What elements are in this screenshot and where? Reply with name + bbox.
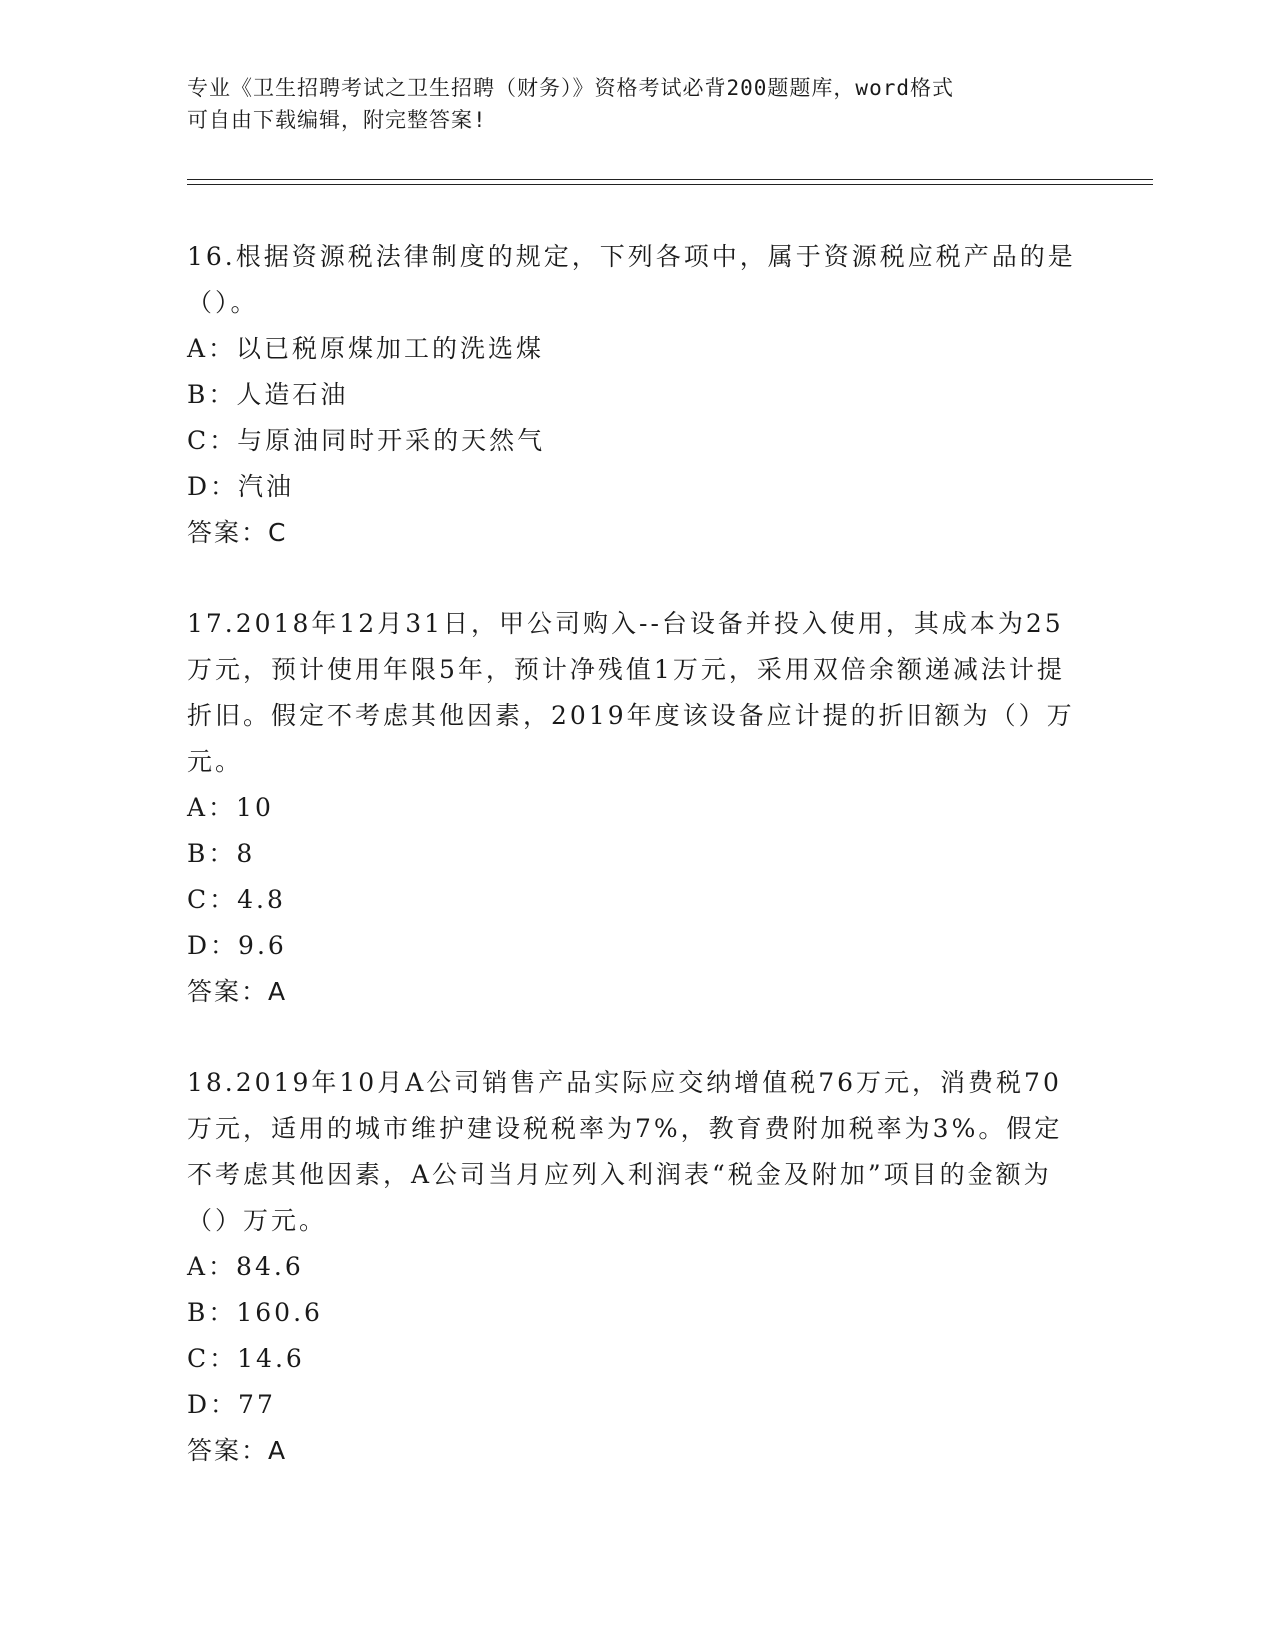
question-stem: 18.2019年10月A公司销售产品实际应交纳增值税76万元，消费税70万元，适用的城市维护建设税税率为7%，教育费附加税率为3%。假定不考虑其他因素，A公司当月应列入利润表“税金及附加”项目的金额为（）万元。 (187, 1068, 1063, 1235)
answer-line: 答案：A (187, 977, 288, 1006)
option-a: A：84.6 (187, 1252, 304, 1281)
option-d: D：77 (187, 1390, 276, 1419)
header-title-line-2: 可自由下载编辑，附完整答案! (187, 108, 487, 132)
document-header (187, 72, 1087, 136)
option-b: B：人造石油 (187, 380, 349, 409)
option-a: A：以已税原煤加工的洗选煤 (187, 334, 545, 363)
question-16 (187, 234, 1087, 556)
option-d: D：汽油 (187, 472, 295, 501)
question-18 (187, 1060, 1087, 1474)
question-stem: 16.根据资源税法律制度的规定，下列各项中，属于资源税应税产品的是（）。 (187, 242, 1076, 317)
header-title-line-1: 专业《卫生招聘考试之卫生招聘（财务）》资格考试必背200题题库，word格式 (187, 76, 954, 100)
answer-line: 答案：C (187, 518, 288, 547)
option-c: C：14.6 (187, 1344, 305, 1373)
option-b: B：160.6 (187, 1298, 323, 1327)
option-b: B：8 (187, 839, 256, 868)
answer-line: 答案：A (187, 1436, 288, 1465)
header-divider-bottom (187, 184, 1153, 185)
option-c: C：与原油同时开采的天然气 (187, 426, 546, 455)
option-c: C：4.8 (187, 885, 286, 914)
option-d: D：9.6 (187, 931, 287, 960)
option-a: A：10 (187, 793, 274, 822)
question-list (187, 234, 1087, 1519)
question-17 (187, 601, 1087, 1015)
question-stem: 17.2018年12月31日，甲公司购入--台设备并投入使用，其成本为25万元，预计使用年限5年，预计净残值1万元，采用双倍余额递减法计提折旧。假定不考虑其他因素，2019年度该设备应计提的折旧额为（）万元。 (187, 609, 1075, 776)
header-divider-top (187, 179, 1153, 180)
